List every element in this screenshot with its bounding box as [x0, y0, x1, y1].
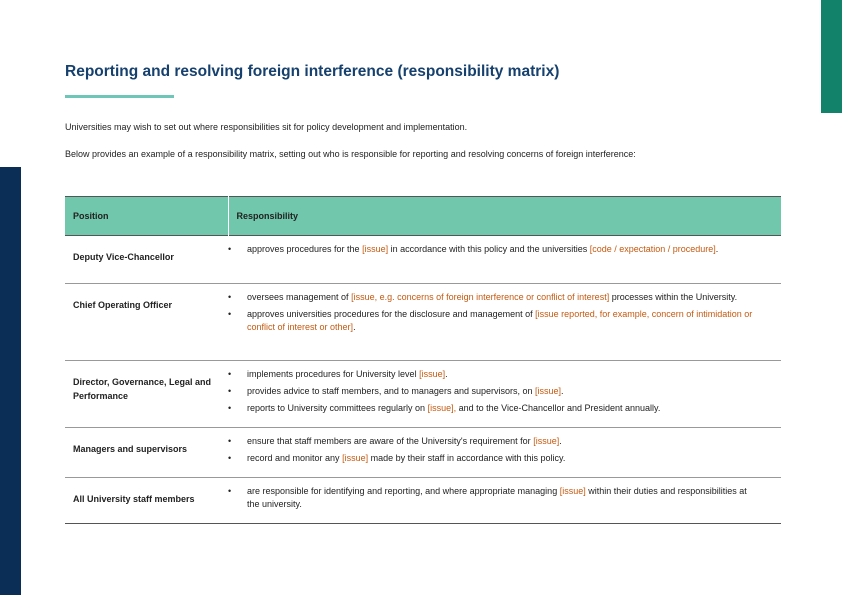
body-text: implements procedures for University level [247, 369, 420, 379]
bullet-icon: • [228, 244, 232, 254]
list-item [228, 243, 755, 256]
responsibility-list [228, 485, 755, 511]
position-cell: Deputy Vice-Chancellor [73, 252, 174, 262]
list-item [228, 291, 755, 304]
list-item [228, 435, 755, 448]
bullet-icon: • [228, 369, 232, 379]
body-text: . [559, 436, 562, 446]
placeholder-text: [issue] [419, 369, 446, 379]
bullet-icon: • [228, 436, 232, 446]
table-row [65, 284, 781, 361]
position-cell: Chief Operating Officer [73, 300, 173, 310]
placeholder-text: [code / expectation / procedure] [589, 244, 716, 254]
body-text: ensure that staff members are aware of the University's requirement for [247, 436, 534, 446]
body-text: provides advice to staff members, and to managers and supervisors, on [247, 386, 535, 396]
bullet-icon: • [228, 309, 232, 319]
list-item [228, 402, 755, 415]
bullet-icon: • [228, 453, 232, 463]
title-underline [65, 95, 174, 98]
placeholder-text: [issue] [362, 244, 389, 254]
body-text: . [561, 386, 564, 396]
list-item [228, 308, 755, 334]
placeholder-text: [issue] [342, 453, 369, 463]
body-text: oversees management of [247, 292, 352, 302]
table-row [65, 361, 781, 428]
body-text: are responsible for identifying and reporting, and where appropriate managing [247, 486, 560, 496]
responsibility-list [228, 435, 755, 465]
list-item [228, 368, 755, 381]
placeholder-text: [issue] [559, 486, 586, 496]
body-text: in accordance with this policy and the universities [388, 244, 590, 254]
responsibility-matrix [65, 196, 781, 524]
body-text: and to the Vice-Chancellor and President annually. [456, 403, 661, 413]
placeholder-text: [issue] [534, 386, 561, 396]
intro-paragraph-2: Below provides an example of a responsibility matrix, setting out who is responsible for reporting and resolving concerns of foreign interference: [65, 149, 636, 159]
table-row [65, 236, 781, 284]
body-text: . [445, 369, 448, 379]
intro-paragraph-1: Universities may wish to set out where responsibilities sit for policy development and implementation. [65, 122, 468, 132]
placeholder-text: [issue reported, for example, concern of intimidation or conflict of interest or other] [247, 309, 753, 332]
right-accent-tab [821, 0, 842, 113]
body-text: made by their staff in accordance with this policy. [368, 453, 566, 463]
position-cell: Director, Governance, Legal and Performance [73, 377, 212, 401]
responsibility-list [228, 368, 755, 415]
bullet-icon: • [228, 486, 232, 496]
header-responsibility: Responsibility [228, 197, 781, 236]
list-item [228, 452, 755, 465]
responsibility-cell [228, 236, 781, 284]
responsibility-list [228, 291, 755, 334]
table-row [65, 478, 781, 524]
placeholder-text: [issue, e.g. concerns of foreign interference or conflict of interest] [351, 292, 610, 302]
body-text: reports to University committees regularly on [247, 403, 428, 413]
body-text: . [715, 244, 719, 254]
position-cell: Managers and supervisors [73, 444, 188, 454]
matrix-body [65, 236, 781, 524]
page-title: Reporting and resolving foreign interference (responsibility matrix) [65, 63, 560, 80]
left-accent-bar [0, 167, 21, 595]
list-item [228, 485, 755, 511]
placeholder-text: [issue] [533, 436, 560, 446]
bullet-icon: • [228, 403, 232, 413]
body-text: processes within the University. [609, 292, 738, 302]
position-cell: All University staff members [73, 494, 195, 504]
table-row [65, 428, 781, 478]
bullet-icon: • [228, 292, 232, 302]
body-text: record and monitor any [247, 453, 343, 463]
responsibility-cell [228, 284, 781, 361]
body-text: approves procedures for the [247, 244, 363, 254]
body-text: approves universities procedures for the disclosure and management of [247, 309, 536, 319]
responsibility-cell [228, 478, 781, 524]
body-text: within their duties and responsibilities at the university. [247, 486, 747, 509]
header-position: Position [65, 197, 228, 236]
matrix-header-row [65, 197, 781, 236]
bullet-icon: • [228, 386, 232, 396]
placeholder-text: [issue], [427, 403, 457, 413]
list-item [228, 385, 755, 398]
responsibility-cell [228, 428, 781, 478]
responsibility-list [228, 243, 755, 256]
body-text: . [353, 322, 356, 332]
responsibility-cell [228, 361, 781, 428]
